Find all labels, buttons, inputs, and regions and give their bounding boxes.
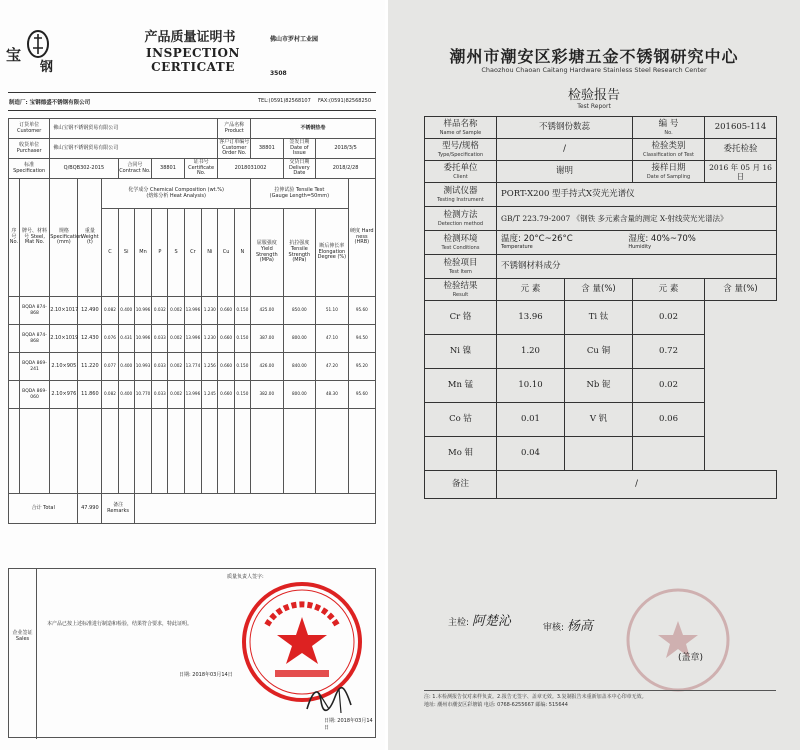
certificate-data-row xyxy=(9,297,376,325)
row-n: 0.150 xyxy=(234,353,250,381)
row-n: 0.150 xyxy=(234,381,250,409)
row-hrb: 95.60 xyxy=(348,381,375,409)
row-ni: 1.256 xyxy=(202,353,218,381)
seal-label: (盖章) xyxy=(678,653,704,663)
certificate-title-en: INSPECTION CERTICATE xyxy=(146,46,240,74)
divider xyxy=(8,110,376,111)
certification-date: 日期: 2018年03月14日 xyxy=(179,672,233,678)
handwritten-signature-icon xyxy=(299,679,359,719)
row-p: 0.033 xyxy=(152,381,168,409)
element-left: Co 钴 xyxy=(425,403,497,437)
conditions-label: 检测环境 Test Conditions xyxy=(425,231,497,255)
col-weight: 重量 Weight (t) xyxy=(78,179,102,297)
cert-no-value: 2018031002 xyxy=(218,159,283,179)
report-heading: 检验报告 xyxy=(567,88,620,103)
row-ts: 840.00 xyxy=(283,353,316,381)
row-c: 0.082 xyxy=(102,297,118,325)
el-n: N xyxy=(234,209,250,297)
product-value: 不锈钢热卷 xyxy=(251,119,376,139)
row-seq xyxy=(9,353,20,381)
row-p: 0.032 xyxy=(152,297,168,325)
row-s: 0.002 xyxy=(168,297,184,325)
row-n: 0.150 xyxy=(234,297,250,325)
row-ys: 426.00 xyxy=(251,353,284,381)
row-si: 0.400 xyxy=(118,353,134,381)
row-n: 0.150 xyxy=(234,325,250,353)
sales-label: 企业签证 Sales xyxy=(9,569,37,739)
report-no-value: 201605-114 xyxy=(705,117,777,139)
row-size: 2.10×976 xyxy=(50,381,78,409)
element-right: Cu 铜 xyxy=(565,335,633,369)
purchaser-label: 收货单位 Purchaser xyxy=(9,139,50,159)
row-sample xyxy=(425,117,777,139)
inspection-certificate xyxy=(0,0,385,750)
row-method xyxy=(425,207,777,231)
row-ys: 382.00 xyxy=(251,381,284,409)
row-weight: 11.860 xyxy=(78,381,102,409)
row-hrb: 95.60 xyxy=(348,297,375,325)
certificate-data-row xyxy=(9,381,376,409)
row-cr: 13.774 xyxy=(184,353,201,381)
row-ts: 800.00 xyxy=(283,325,316,353)
row-steel: BQDA 874-868 xyxy=(19,297,49,325)
col-yield: 屈服强度 Yield Strength (MPa) xyxy=(251,209,284,297)
method-value: GB/T 223.79-2007 《钢铁 多元素含量的测定 X-射线荧光光谱法》 xyxy=(497,207,777,231)
client-label: 委托单位 Client xyxy=(425,161,497,183)
divider xyxy=(8,92,376,93)
certificate-table xyxy=(8,118,376,524)
el-cu: Cu xyxy=(218,209,234,297)
header-row-customer xyxy=(9,119,376,139)
col-tensile: 拉伸试验 Tensile Test (Gauge Length=50mm) xyxy=(251,179,349,209)
row-steel: BQDA 869-241 xyxy=(19,353,49,381)
row-cu: 0.660 xyxy=(218,353,234,381)
content-left: 1.20 xyxy=(497,335,565,369)
element-rows xyxy=(425,301,777,471)
main-inspector: 主检: 阿楚沁 xyxy=(448,614,511,629)
col-steel: 牌号、材料号 Steel, Mat No. xyxy=(19,179,49,297)
spec-label: 标准 Specification xyxy=(9,159,50,179)
row-si: 0.400 xyxy=(118,297,134,325)
col-seq: 序号 No. xyxy=(9,179,20,297)
col-element-right: 元 素 xyxy=(633,279,705,301)
header-row-purchaser xyxy=(9,139,376,159)
element-result-row xyxy=(425,335,777,369)
row-s: 0.002 xyxy=(168,381,184,409)
row-hrb: 94.50 xyxy=(348,325,375,353)
report-org-title-en: Chaozhou Chaoan Caitang Hardware Stainless Steel Research Center xyxy=(481,66,707,74)
row-si: 0.400 xyxy=(118,381,134,409)
contract-value: 38801 xyxy=(152,159,185,179)
row-cu: 0.660 xyxy=(218,381,234,409)
row-ys: 425.00 xyxy=(251,297,284,325)
content-left: 0.01 xyxy=(497,403,565,437)
sampling-date-label: 接样日期 Date of Sampling xyxy=(633,161,705,183)
result-label: 检验结果 Result xyxy=(425,279,497,301)
row-si: 0.431 xyxy=(118,325,134,353)
element-result-row xyxy=(425,369,777,403)
certificate-data-row xyxy=(9,353,376,381)
order-no-label: 客户订单编号 Customer Order No. xyxy=(218,139,251,159)
spec-value: Q/BQB302-2015 xyxy=(50,159,118,179)
row-cr: 13.996 xyxy=(184,381,201,409)
el-c: C xyxy=(102,209,118,297)
el-p: P xyxy=(152,209,168,297)
test-item-label: 检验项目 Test Item xyxy=(425,255,497,279)
element-result-row xyxy=(425,437,777,471)
method-label: 检测方法 Detection method xyxy=(425,207,497,231)
contract-label: 合同号 Contract No. xyxy=(118,159,152,179)
manufacturer-address: 佛山市罗村工业园 xyxy=(270,36,319,43)
col-content-left: 含 量(%) xyxy=(565,279,633,301)
signature-date: 日期: 2018年03月14日 xyxy=(324,718,373,731)
fax: FAX:(0591)82568250 xyxy=(318,98,372,104)
empty-row xyxy=(9,409,376,494)
signature-section xyxy=(8,568,376,738)
row-ts: 800.00 xyxy=(283,381,316,409)
row-ni: 1.230 xyxy=(202,297,218,325)
row-mn: 10.996 xyxy=(134,325,151,353)
element-right: Nb 铌 xyxy=(565,369,633,403)
issue-date-label: 签发日期 Date of Issue xyxy=(283,139,316,159)
content-left: 0.04 xyxy=(497,437,565,471)
certification-statement: 本产品已按上述标准进行制造和检验，结果符合要求，特此证明。 xyxy=(47,621,193,627)
type-label: 型号/规格 Type/Specification xyxy=(425,139,497,161)
row-steel: BQDA 869-060 xyxy=(19,381,49,409)
row-mn: 10.996 xyxy=(134,297,151,325)
auditor-signature: 杨高 xyxy=(566,619,593,634)
element-left: Mn 锰 xyxy=(425,369,497,403)
col-content-right: 含 量(%) xyxy=(705,279,777,301)
row-steel: BQDA 874-868 xyxy=(19,325,49,353)
certificate-title-cn: 产品质量证明书 xyxy=(144,30,236,45)
row-s: 0.002 xyxy=(168,353,184,381)
element-left: Mo 钼 xyxy=(425,437,497,471)
element-right xyxy=(565,437,633,471)
col-hardness: 硬度 Hard ness (HRB) xyxy=(348,179,375,297)
row-size: 2.10×1019 xyxy=(50,325,78,353)
certificate-rows xyxy=(9,297,376,409)
content-left: 13.96 xyxy=(497,301,565,335)
row-client xyxy=(425,161,777,183)
instrument-value: PORT-X200 型手持式X荧光光谱仪 xyxy=(497,183,777,207)
product-label: 产品名称 Product xyxy=(218,119,251,139)
content-right: 0.02 xyxy=(633,369,705,403)
customer-value: 佛山宝钢不锈钢贸易有限公司 xyxy=(50,119,218,139)
row-el: 51.10 xyxy=(316,297,349,325)
delivery-date-value: 2018/2/28 xyxy=(316,159,376,179)
footer-notes: 注: 1.本检测报告仅对来样负责。2.报告无签字、盖章无效。3.复制报告未重新加盖本中心印章无效。 xyxy=(424,694,647,700)
row-cu: 0.660 xyxy=(218,297,234,325)
footer-address: 地址: 潮州市潮安区彩塘镇 电话: 0768-6255667 邮编: 515644 xyxy=(424,701,568,708)
document-code: 3508 xyxy=(270,70,287,77)
el-ni: Ni xyxy=(202,209,218,297)
manufacturer-line: 制造厂: 宝钢德盛不锈钢有限公司 xyxy=(9,100,91,106)
test-item-value: 不锈钢材料成分 xyxy=(497,255,777,279)
row-seq xyxy=(9,297,20,325)
remarks-value xyxy=(134,494,375,524)
purchaser-value: 佛山宝钢不锈钢贸易有限公司 xyxy=(50,139,218,159)
issue-date-value: 2018/3/5 xyxy=(316,139,376,159)
telephone: TEL:(0591)82568107 xyxy=(258,98,311,104)
content-right: 0.72 xyxy=(633,335,705,369)
logo-char-gang: 钢 xyxy=(40,60,54,75)
type-value: / xyxy=(497,139,633,161)
order-no-value: 38801 xyxy=(251,139,284,159)
instrument-label: 测试仪器 Testing Instrument xyxy=(425,183,497,207)
certificate-data-row xyxy=(9,325,376,353)
el-s: S xyxy=(168,209,184,297)
row-c: 0.082 xyxy=(102,381,118,409)
row-p: 0.033 xyxy=(152,325,168,353)
row-remark xyxy=(425,471,777,499)
research-center-seal-icon xyxy=(623,585,733,695)
class-label: 检验类别 Classification of Test xyxy=(633,139,705,161)
row-weight: 11.220 xyxy=(78,353,102,381)
row-cr: 13.996 xyxy=(184,325,201,353)
auditor: 审核: 杨高 xyxy=(543,619,593,634)
row-el: 47.20 xyxy=(316,353,349,381)
content-right: 0.02 xyxy=(633,301,705,335)
row-s: 0.002 xyxy=(168,325,184,353)
row-mn: 10.993 xyxy=(134,353,151,381)
row-conditions xyxy=(425,231,777,255)
delivery-date-label: 交货日期 Delivery Date xyxy=(283,159,316,179)
client-value: 谢明 xyxy=(497,161,633,183)
row-ni: 1.230 xyxy=(202,325,218,353)
col-tensile-strength: 抗拉强度 Tensile Strength (MPa) xyxy=(283,209,316,297)
col-element-left: 元 素 xyxy=(497,279,565,301)
row-weight: 12.490 xyxy=(78,297,102,325)
row-cu: 0.660 xyxy=(218,325,234,353)
row-el: 47.10 xyxy=(316,325,349,353)
row-ts: 850.00 xyxy=(283,297,316,325)
total-label: 合计 Total xyxy=(9,494,78,524)
total-weight: 47.990 xyxy=(78,494,102,524)
el-si: Si xyxy=(118,209,134,297)
row-result-header xyxy=(425,279,777,301)
row-type xyxy=(425,139,777,161)
row-ys: 387.00 xyxy=(251,325,284,353)
col-size: 规格 Specification (mm) xyxy=(50,179,78,297)
row-p: 0.033 xyxy=(152,353,168,381)
sampling-date-value: 2016 年 05 月 16 日 xyxy=(705,161,777,183)
content-right xyxy=(633,437,705,471)
sample-name-label: 样品名称 Name of Sample xyxy=(425,117,497,139)
row-instrument xyxy=(425,183,777,207)
el-cr: Cr xyxy=(184,209,201,297)
content-left: 10.10 xyxy=(497,369,565,403)
row-mn: 10.770 xyxy=(134,381,151,409)
sample-name-value: 不锈钢份数蕊 xyxy=(497,117,633,139)
header-row-spec xyxy=(9,159,376,179)
element-left: Ni 镍 xyxy=(425,335,497,369)
report-no-label: 编 号 No. xyxy=(633,117,705,139)
row-el: 48.30 xyxy=(316,381,349,409)
row-size: 2.10×1017 xyxy=(50,297,78,325)
class-value: 委托检验 xyxy=(705,139,777,161)
row-test-item xyxy=(425,255,777,279)
element-right: V 钒 xyxy=(565,403,633,437)
col-elongation: 断后伸长率 Elongation Degree (%) xyxy=(316,209,349,297)
el-mn: Mn xyxy=(134,209,151,297)
row-size: 2.10×905 xyxy=(50,353,78,381)
element-right: Ti 钛 xyxy=(565,301,633,335)
row-seq xyxy=(9,325,20,353)
cert-no-label: 证书号 Certificate No. xyxy=(184,159,218,179)
report-table xyxy=(424,116,777,499)
row-hrb: 95.20 xyxy=(348,353,375,381)
remarks-label: 备注 Remarks xyxy=(102,494,135,524)
remark-label: 备注 xyxy=(425,471,497,499)
row-cr: 13.996 xyxy=(184,297,201,325)
report-footer xyxy=(424,690,776,709)
report-org-title: 潮州市潮安区彩塘五金不锈钢研究中心 xyxy=(449,47,739,66)
col-chem: 化学成分 Chemical Composition (wt.%) (熔炼分析 Heat Analysis) xyxy=(102,179,251,209)
logo-char-bao: 宝 xyxy=(6,46,22,64)
element-left: Cr 铬 xyxy=(425,301,497,335)
report-heading-en: Test Report xyxy=(577,103,611,110)
row-c: 0.076 xyxy=(102,325,118,353)
column-header-row xyxy=(9,179,376,209)
total-row xyxy=(9,494,376,524)
row-seq xyxy=(9,381,20,409)
customer-label: 订货单位 Customer xyxy=(9,119,50,139)
remark-value: / xyxy=(497,471,777,499)
quality-responsible-label: 质量负责人签字: xyxy=(227,574,264,580)
content-right: 0.06 xyxy=(633,403,705,437)
row-weight: 12.430 xyxy=(78,325,102,353)
test-report xyxy=(388,0,800,750)
conditions-value: 温度: 20°C~26°C Temperature 湿度: 40%~70% Humidity xyxy=(497,231,777,255)
row-c: 0.077 xyxy=(102,353,118,381)
row-ni: 1.245 xyxy=(202,381,218,409)
element-result-row xyxy=(425,403,777,437)
main-inspector-signature: 阿楚沁 xyxy=(471,614,511,629)
element-result-row xyxy=(425,301,777,335)
